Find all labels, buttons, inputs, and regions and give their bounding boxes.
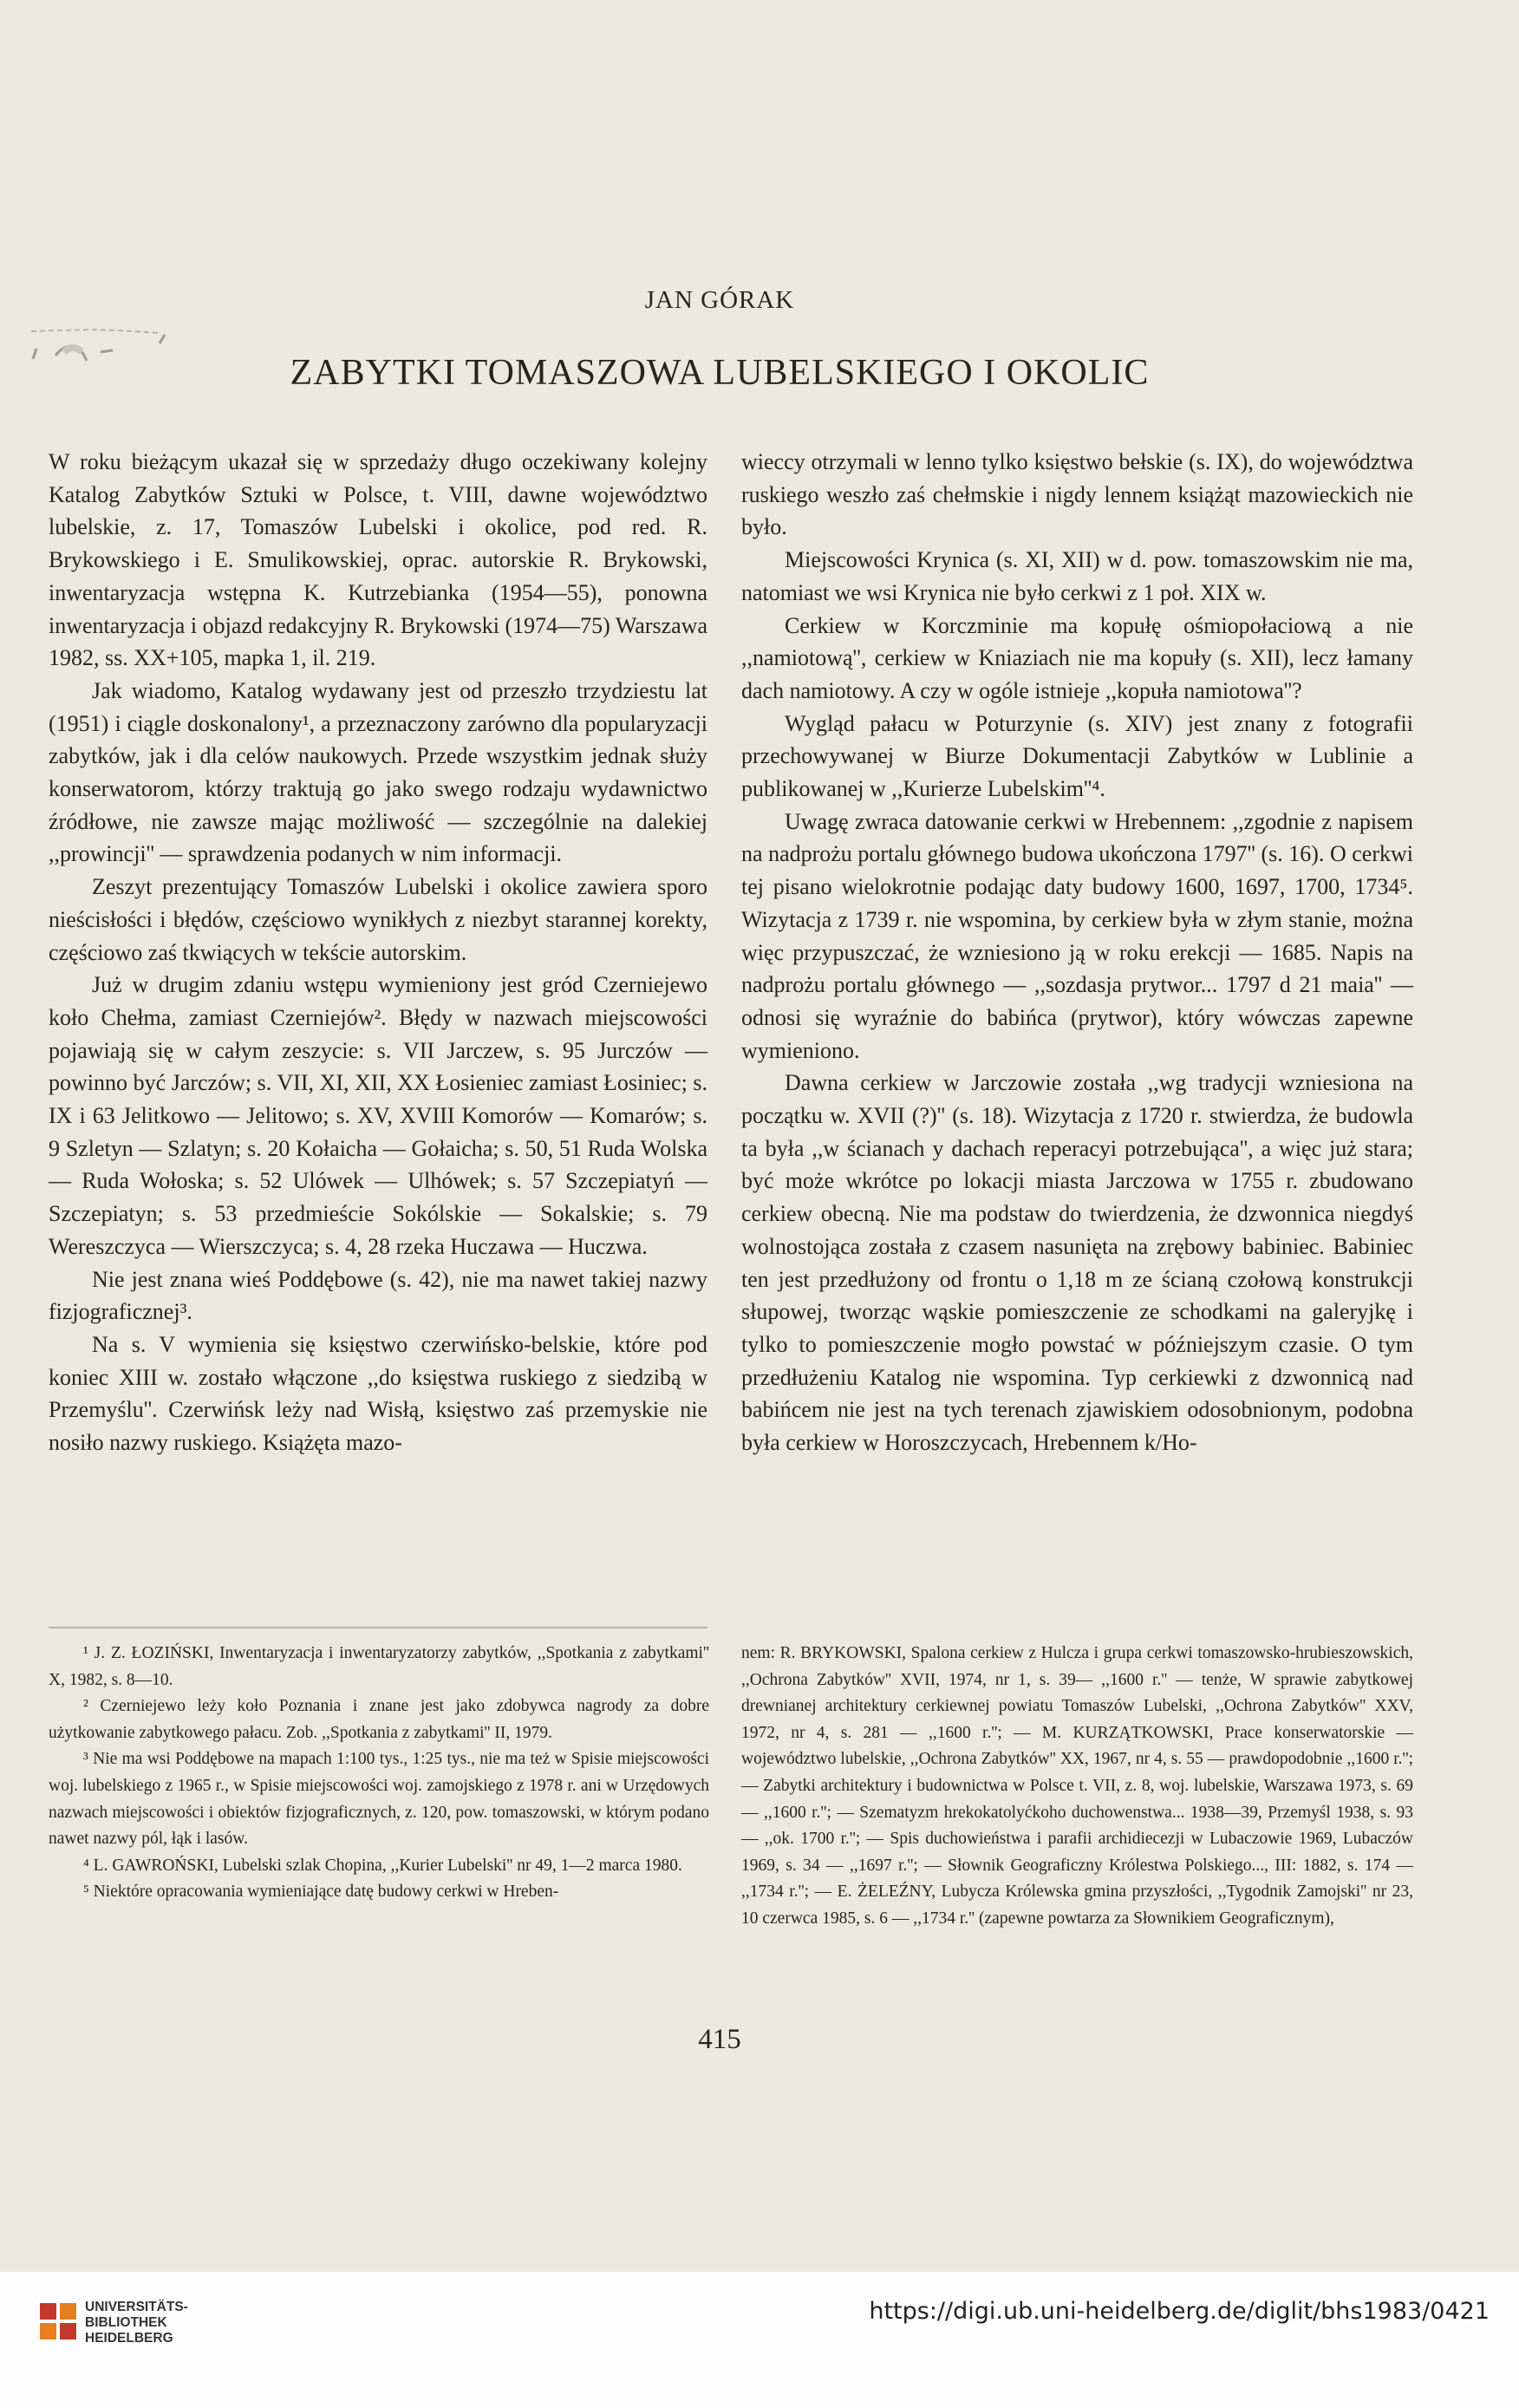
paragraph: Na s. V wymienia się księstwo czerwińsko-belskie, które pod koniec XIII w. zostało włączone ,,do księstwa ruskiego z siedzibą w Przemyślu''. Czerwińsk leży nad Wisłą, księstwo zaś przemyskie nie nosiło nazwy ruskiego. Książęta mazo-	[49, 1331, 707, 1456]
footnote-divider	[49, 1627, 707, 1628]
library-name	[85, 2300, 188, 2346]
paragraph: Jak wiadomo, Katalog wydawany jest od przeszło trzydziestu lat (1951) i ciągle doskonalony¹, a przeznaczony zarówno dla popularyzacji zabytków, jak i dla celów naukowych. Przede wszystkim jednak służy konserwatorom, którzy traktują go jako swego rodzaju wydawnictwo źródłowe, nie zawsze mając możliwość — szczególnie na dalekiej ,,prowincji'' — sprawdzenia podanych w nim informacji.	[49, 677, 707, 867]
page-number: 415	[698, 2024, 741, 2055]
library-name-line: HEIDELBERG	[85, 2331, 173, 2346]
paragraph: Zeszyt prezentujący Tomaszów Lubelski i okolice zawiera sporo nieścisłości i błędów, częściowo wynikłych z niezbyt starannej korekty, częściowo zaś tkwiących w tekście autorskim.	[49, 874, 707, 965]
footnote: ³ Nie ma wsi Poddębowe na mapach 1:100 tys., 1:25 tys., nie ma też w Spisie miejscowości woj. lubelskiego z 1965 r., w Spisie miejscowości woj. zamojskiego z 1978 r. ani w Urzędowych nazwach miejscowości i obiektów fizjograficznych, z. 120, pow. tomaszowski, w którym podano nawet nazwy pól, łąk i lasów.	[49, 1750, 709, 1849]
footnote: ¹ J. Z. ŁOZIŃSKI, Inwentaryzacja i inwentaryzatorzy zabytków, ,,Spotkania z zabytkami'' X, 1982, s. 8—10.	[49, 1644, 709, 1689]
paragraph: Nie jest znana wieś Poddębowe (s. 42), nie ma nawet takiej nazwy fizjograficznej³.	[49, 1266, 707, 1325]
paragraph: Już w drugim zdaniu wstępu wymieniony jest gród Czerniejewo koło Chełma, zamiast Czerniejów². Błędy w nazwach miejscowości pojawiają się w całym zeszycie: s. VII Jarczew, s. 95 Jurczów — powinno być Jarczów; s. VII, XI, XII, XX Łosieniec zamiast Łosiniec; s. IX i 63 Jelitkowo — Jelitowo; s. XV, XVIII Komorów — Komarów; s. 9 Szletyn — Szlatyn; s. 20 Kołaicha — Gołaicha; s. 50, 51 Ruda Wolska — Ruda Wołoska; s. 52 Ulówek — Ulhówek; s. 57 Szczepiatyń — Szczepiatyn; s. 53 przedmieście Sokólskie — Sokalskie; s. 79 Wereszczyca — Wierszczyca; s. 4, 28 rzeka Huczawa — Huczwa.	[49, 972, 707, 1259]
paragraph: Dawna cerkiew w Jarczowie została ,,wg tradycji wzniesiona na początku w. XVII (?)'' (s. 18). Wizytacja z 1720 r. stwierdza, że budowla ta była ,,w ścianach y dachach reperacyi potrzebująca'', a więc już stara; być może wkrótce po lokacji miasta Jarczowa w 1755 r. zbudowano cerkiew obecną. Nie ma podstaw do twierdzenia, że dzwonnica niegdyś wolnostojąca została z czasem nasunięta na zrębowy babiniec. Babiniec ten jest przedłużony od frontu o 1,18 m ze ścianą czołową konstrukcji słupowej, tworząc wąskie pomieszczenie ze schodkami na galeryjkę i tylko to pomieszczenie mogło powstać w późniejszym czasie. O tym przedłużeniu Katalog nie wspomina. Typ cerkiewki z dzwonnicą nad babińcem nie jest na tych terenach zjawiskiem odosobnionym, podobna była cerkiew w Horoszczycach, Hrebennem k/Ho-	[741, 1070, 1413, 1456]
footer-bar	[0, 2272, 1519, 2408]
footnotes-right	[741, 1641, 1413, 1933]
paragraph: Cerkiew w Korczminie ma kopułę ośmiopołaciową a nie ,,namiotową'', cerkiew w Kniaziach nie ma kopuły (s. XII), lecz łamany dach namiotowy. A czy w ogóle istnieje ,,kopuła namiotowa''?	[741, 612, 1413, 703]
library-name-line: BIBLIOTHEK	[85, 2315, 167, 2330]
footnote: ⁴ L. GAWROŃSKI, Lubelski szlak Chopina, ,,Kurier Lubelski'' nr 49, 1—2 marca 1980.	[83, 1856, 682, 1875]
paragraph: Wygląd pałacu w Poturzynie (s. XIV) jest znany z fotografii przechowywanej w Biurze Dokumentacji Zabytków w Lublinie a publikowanej w ,,Kurierze Lubelskim''⁴.	[741, 710, 1413, 802]
article-title: ZABYTKI TOMASZOWA LUBELSKIEGO I OKOLIC	[290, 353, 1150, 393]
author: JAN GÓRAK	[644, 286, 795, 314]
footnotes-left	[49, 1641, 709, 1906]
paragraph: wieccy otrzymali w lenno tylko księstwo bełskie (s. IX), do województwa ruskiego weszło zaś chełmskie i nigdy lennem książąt mazowieckich nie było.	[741, 449, 1413, 540]
library-logo-icon	[38, 2301, 78, 2341]
body-column-left	[49, 446, 707, 1459]
footnote: ² Czerniejewo leży koło Poznania i znane jest jako zdobywca nagrody za dobre użytkowanie zabytkowego pałacu. Zob. ,,Spotkania z zabytkami'' II, 1979.	[49, 1697, 709, 1742]
paragraph: Uwagę zwraca datowanie cerkwi w Hrebennem: ,,zgodnie z napisem na nadprożu portalu głównego budowa ukończona 1797'' (s. 16). O cerkwi tej pisano wielokrotnie podając daty budowy 1600, 1697, 1700, 1734⁵. Wizytacja z 1739 r. nie wspomina, by cerkiew była w złym stanie, można więc przypuszczać, że wzniesiono ją w roku erekcji — 1685. Napis na nadprożu portalu głównego — ,,sozdasja prytwor... 1797 d 21 maia'' — odnosi się wyraźnie do babińca (prytwor), który wówczas zapewne wymieniono.	[741, 808, 1413, 1063]
body-column-right	[741, 446, 1413, 1459]
paragraph: Miejscowości Krynica (s. XI, XII) w d. pow. tomaszowskim nie ma, natomiast we wsi Krynica nie było cerkwi z 1 poł. XIX w.	[741, 547, 1413, 605]
paragraph: W roku bieżącym ukazał się w sprzedaży długo oczekiwany kolejny Katalog Zabytków Sztuki w Polsce, t. VIII, dawne województwo lubelskie, z. 17, Tomaszów Lubelski i okolice, pod red. R. Brykowskiego i E. Smulikowskiej, oprac. autorskie R. Brykowski, inwentaryzacja wstępna K. Kutrzebianka (1954—55), ponowna inwentaryzacja i objazd redakcyjny R. Brykowski (1974—75) Warszawa 1982, ss. XX+105, mapka 1, il. 219.	[49, 449, 707, 671]
library-name-line: UNIVERSITÄTS-	[85, 2300, 188, 2314]
footnote: nem: R. BRYKOWSKI, Spalona cerkiew z Hulcza i grupa cerkwi tomaszowsko-hrubieszowskich, ,,Ochrona Zabytków'' XVII, 1974, nr 1, s. 39— ,,1600 r.'' — tenże, W sprawie zabytkowej drewnianej architektury cerkiewnej powiatu Tomaszów Lubelski, ,,Ochrona Zabytków'' XXV, 1972, nr 4, s. 281 — ,,1600 r.''; — M. KURZĄTKOWSKI, Prace konserwatorskie — województwo lubelskie, ,,Ochrona Zabytków'' XX, 1967, nr 4, s. 55 — prawdopodobnie ,,1600 r.''; — Zabytki architektury i budownictwa w Polsce t. VII, z. 8, woj. lubelskie, Warszawa 1973, s. 69 — ,,1600 r.''; — Szematyzm hrekokatolyćkoho duchowenstwa... 1938—39, Przemyśl 1938, s. 93 — ,,ok. 1700 r.''; — Spis duchowieństwa i parafii archidiecezji w Lubaczowie 1969, Lubaczów 1969, s. 34 — ,,1697 r.''; — Słownik Geograficzny Królestwa Polskiego..., III: 1882, s. 174 — ,,1734 r.''; — E. ŻELEŹNY, Lubycza Królewska gmina przyszłości, ,,Tygodnik Zamojski'' nr 23, 10 czerwca 1985, s. 6 — ,,1734 r.'' (zapewne powtarza za Słownikiem Geograficznym),	[741, 1644, 1413, 1928]
footnote: ⁵ Niektóre opracowania wymieniające datę budowy cerkwi w Hreben-	[83, 1883, 559, 1902]
source-url-link[interactable]: https://digi.ub.uni-heidelberg.de/diglit/bhs1983/0421	[869, 2298, 1490, 2325]
